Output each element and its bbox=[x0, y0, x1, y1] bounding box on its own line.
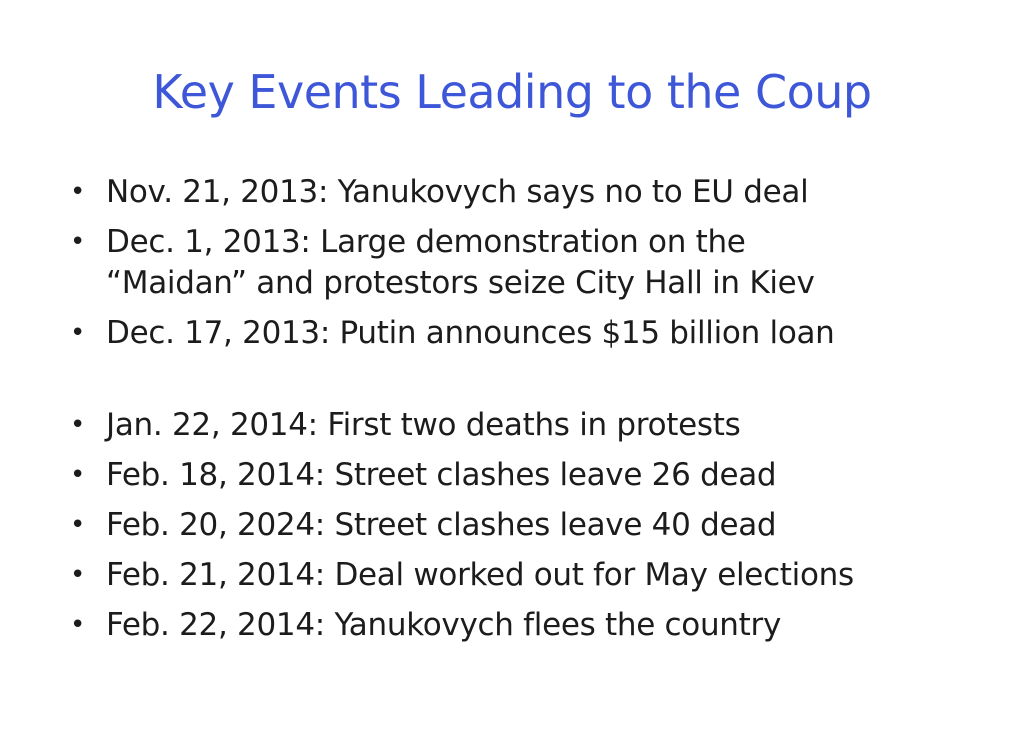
event-list bbox=[64, 172, 984, 655]
event-text: Feb. 20, 2024: Street clashes leave 40 dead bbox=[106, 507, 777, 543]
event-text: Feb. 21, 2014: Deal worked out for May elections bbox=[106, 557, 854, 593]
list-item bbox=[64, 605, 984, 646]
bullet-icon: • bbox=[70, 318, 86, 348]
event-text: Nov. 21, 2013: Yanukovych says no to EU deal bbox=[106, 174, 809, 210]
list-item bbox=[64, 505, 984, 546]
bullet-icon: • bbox=[70, 560, 86, 590]
bullet-icon: • bbox=[70, 510, 86, 540]
event-text: Dec. 1, 2013: Large demonstration on the bbox=[106, 224, 746, 260]
event-text: Dec. 17, 2013: Putin announces $15 billion loan bbox=[106, 315, 835, 351]
bullet-icon: • bbox=[70, 610, 86, 640]
list-item bbox=[64, 455, 984, 496]
bullet-icon: • bbox=[70, 410, 86, 440]
bullet-icon: • bbox=[70, 460, 86, 490]
bullet-icon: • bbox=[70, 227, 86, 257]
list-item bbox=[64, 555, 984, 596]
list-item bbox=[64, 172, 984, 213]
event-text-continued: “Maidan” and protestors seize City Hall in Kiev bbox=[106, 265, 815, 301]
event-text: Jan. 22, 2014: First two deaths in protests bbox=[106, 407, 741, 443]
bullet-icon: • bbox=[70, 177, 86, 207]
list-item bbox=[64, 405, 984, 446]
event-text: Feb. 22, 2014: Yanukovych flees the country bbox=[106, 607, 782, 643]
event-text: Feb. 18, 2014: Street clashes leave 26 dead bbox=[106, 457, 777, 493]
slide-title: Key Events Leading to the Coup bbox=[152, 65, 872, 119]
list-item bbox=[64, 313, 984, 354]
list-item bbox=[64, 222, 984, 304]
